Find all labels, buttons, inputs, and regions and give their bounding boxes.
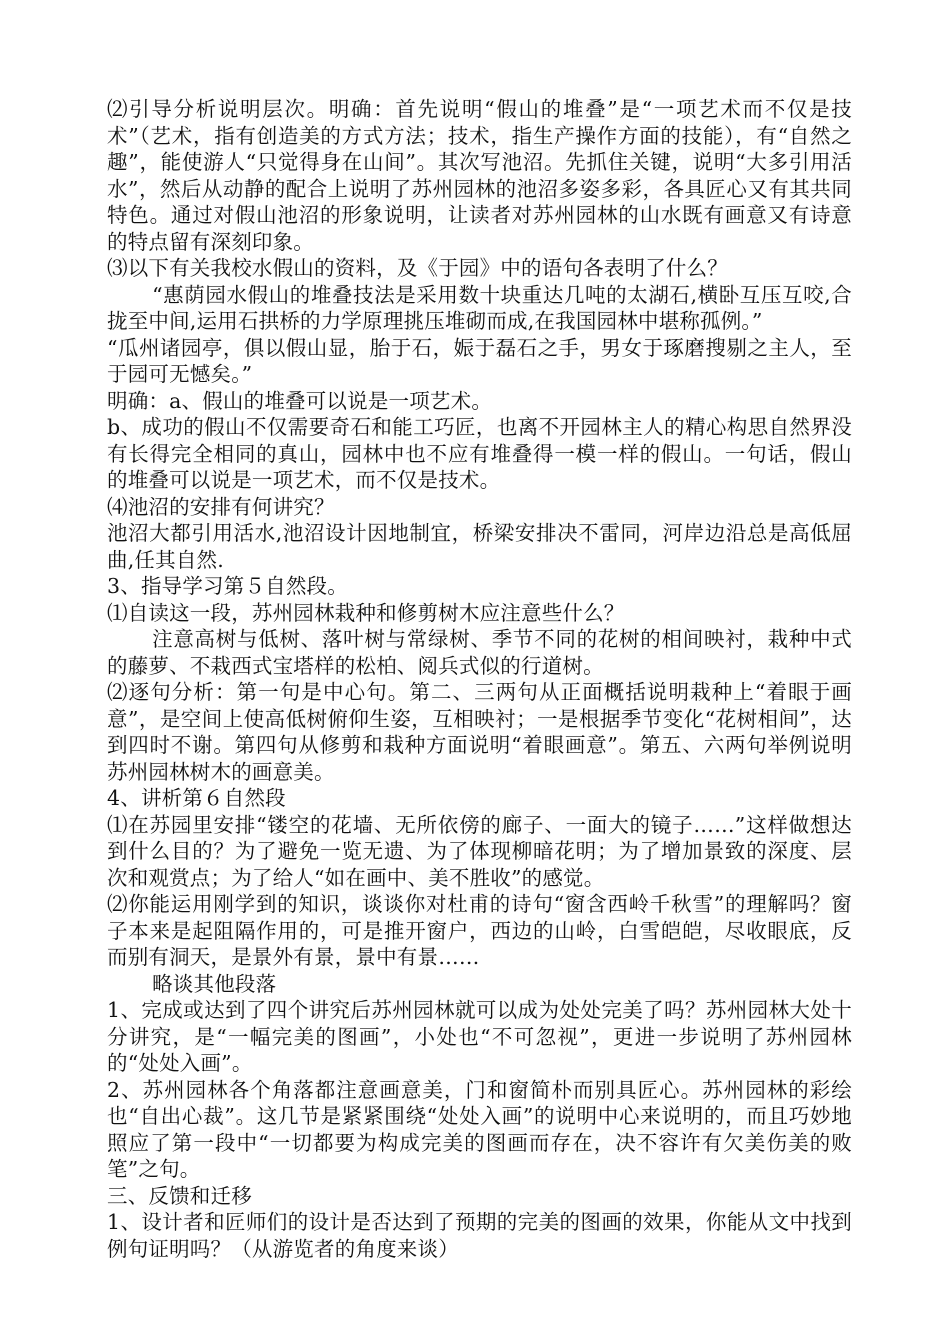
feedback-question-1: 1、设计者和匠师们的设计是否达到了预期的完美的图画的效果，你能从文中找到例句证明吗？（从游览者的角度来谈） [107,1210,852,1261]
point-2: 2、苏州园林各个角落都注意画意美，门和窗简朴而别具匠心。苏州园林的彩绘也“自出心裁”。这几节是紧紧围绕“处处入画”的说明中心来说明的，而且巧妙地照应了第一段中“一切都要为构成完美的图画而存在，决不容许有欠美伤美的败笔”之句。 [107,1077,852,1181]
quote-rockery-technique: “惠荫园水假山的堆叠技法是采用数十块重达几吨的太湖石,横卧互压互咬,合拢至中间,运用石拱桥的力学原理挑压堆砌而成,在我国园林中堪称孤例。” [107,282,852,333]
question-poem: ⑵你能运用刚学到的知识，谈谈你对杜甫的诗句“窗含西岭千秋雪”的理解吗？窗子本来是起阻隔作用的，可是推开窗户，西边的山岭，白雪皑皑，尽收眼底，反而别有洞天，是景外有景，景中有景…… [107,892,852,969]
answer-pond: 池沼大都引用活水,池沼设计因地制宜，桥梁安排决不雷同，河岸边沿总是高低屈曲,任其自然. [107,521,852,572]
quote-yu-garden: “瓜州诸园亭，俱以假山显，胎于石，娠于磊石之手，男女于琢磨搜剔之主人，至于园可无憾矣。” [107,335,852,386]
sentence-analysis: ⑵逐句分析：第一句是中心句。第二、三两句从正面概括说明栽种上“着眼于画意”，是空间上使高低树俯仰生姿，互相映衬；一是根据季节变化“花树相间”，达到四时不谢。第四句从修剪和栽种方面说明“着眼画意”。第五、六两句举例说明苏州园林树木的画意美。 [107,680,852,784]
question-trees: ⑴自读这一段，苏州园林栽种和修剪树木应注意些什么？ [107,600,625,625]
section-feedback-heading: 三、反馈和迁移 [107,1183,252,1208]
question-4: ⑷池沼的安排有何讲究？ [107,494,335,519]
answer-a: 明确：a、假山的堆叠可以说是一项艺术。 [107,388,493,413]
point-1: 1、完成或达到了四个讲究后苏州园林就可以成为处处完美了吗？苏州园林大处十分讲究，是“一幅完美的图画”，小处也“不可忽视”，更进一步说明了苏州园林的“处处入画”。 [107,998,852,1075]
other-paragraphs-heading: 略谈其他段落 [152,971,277,996]
answer-trees: 注意高树与低树、落叶树与常绿树、季节不同的花树的相间映衬，栽种中式的藤萝、不栽西式宝塔样的松柏、阅兵式似的行道树。 [107,627,852,678]
question-arrangement: ⑴在苏园里安排“镂空的花墙、无所依傍的廊子、一面大的镜子……”这样做想达到什么目的？为了避免一览无遗、为了体现柳暗花明；为了增加景致的深度、层次和观赏点；为了给人“如在画中、美不胜收”的感觉。 [107,812,852,890]
section-4-heading: 4、讲析第６自然段 [107,786,286,810]
answer-b: b、成功的假山不仅需要奇石和能工巧匠，也离不开园林主人的精心构思自然界没有长得完全相同的真山，园林中也不应有堆叠得一模一样的假山。一句话，假山的堆叠可以说是一项艺术，而不仅是技术。 [107,415,852,492]
question-3: ⑶以下有关我校水假山的资料，及《于园》中的语句各表明了什么？ [107,256,728,280]
section-3-heading: 3、指导学习第５自然段。 [107,574,348,598]
document-body [107,96,852,1262]
paragraph-analysis-layers: ⑵引导分析说明层次。明确：首先说明“假山的堆叠”是“一项艺术而不仅是技术”（艺术，指有创造美的方式方法；技术，指生产操作方面的技能），有“自然之趣”，能使游人“只觉得身在山间”。其次写池沼。先抓住关键，说明“大多引用活水”，然后从动静的配合上说明了苏州园林的池沼多姿多彩，各具匠心又有其共同特色。通过对假山池沼的形象说明，让读者对苏州园林的山水既有画意又有诗意的特点留有深刻印象。 [107,97,852,254]
